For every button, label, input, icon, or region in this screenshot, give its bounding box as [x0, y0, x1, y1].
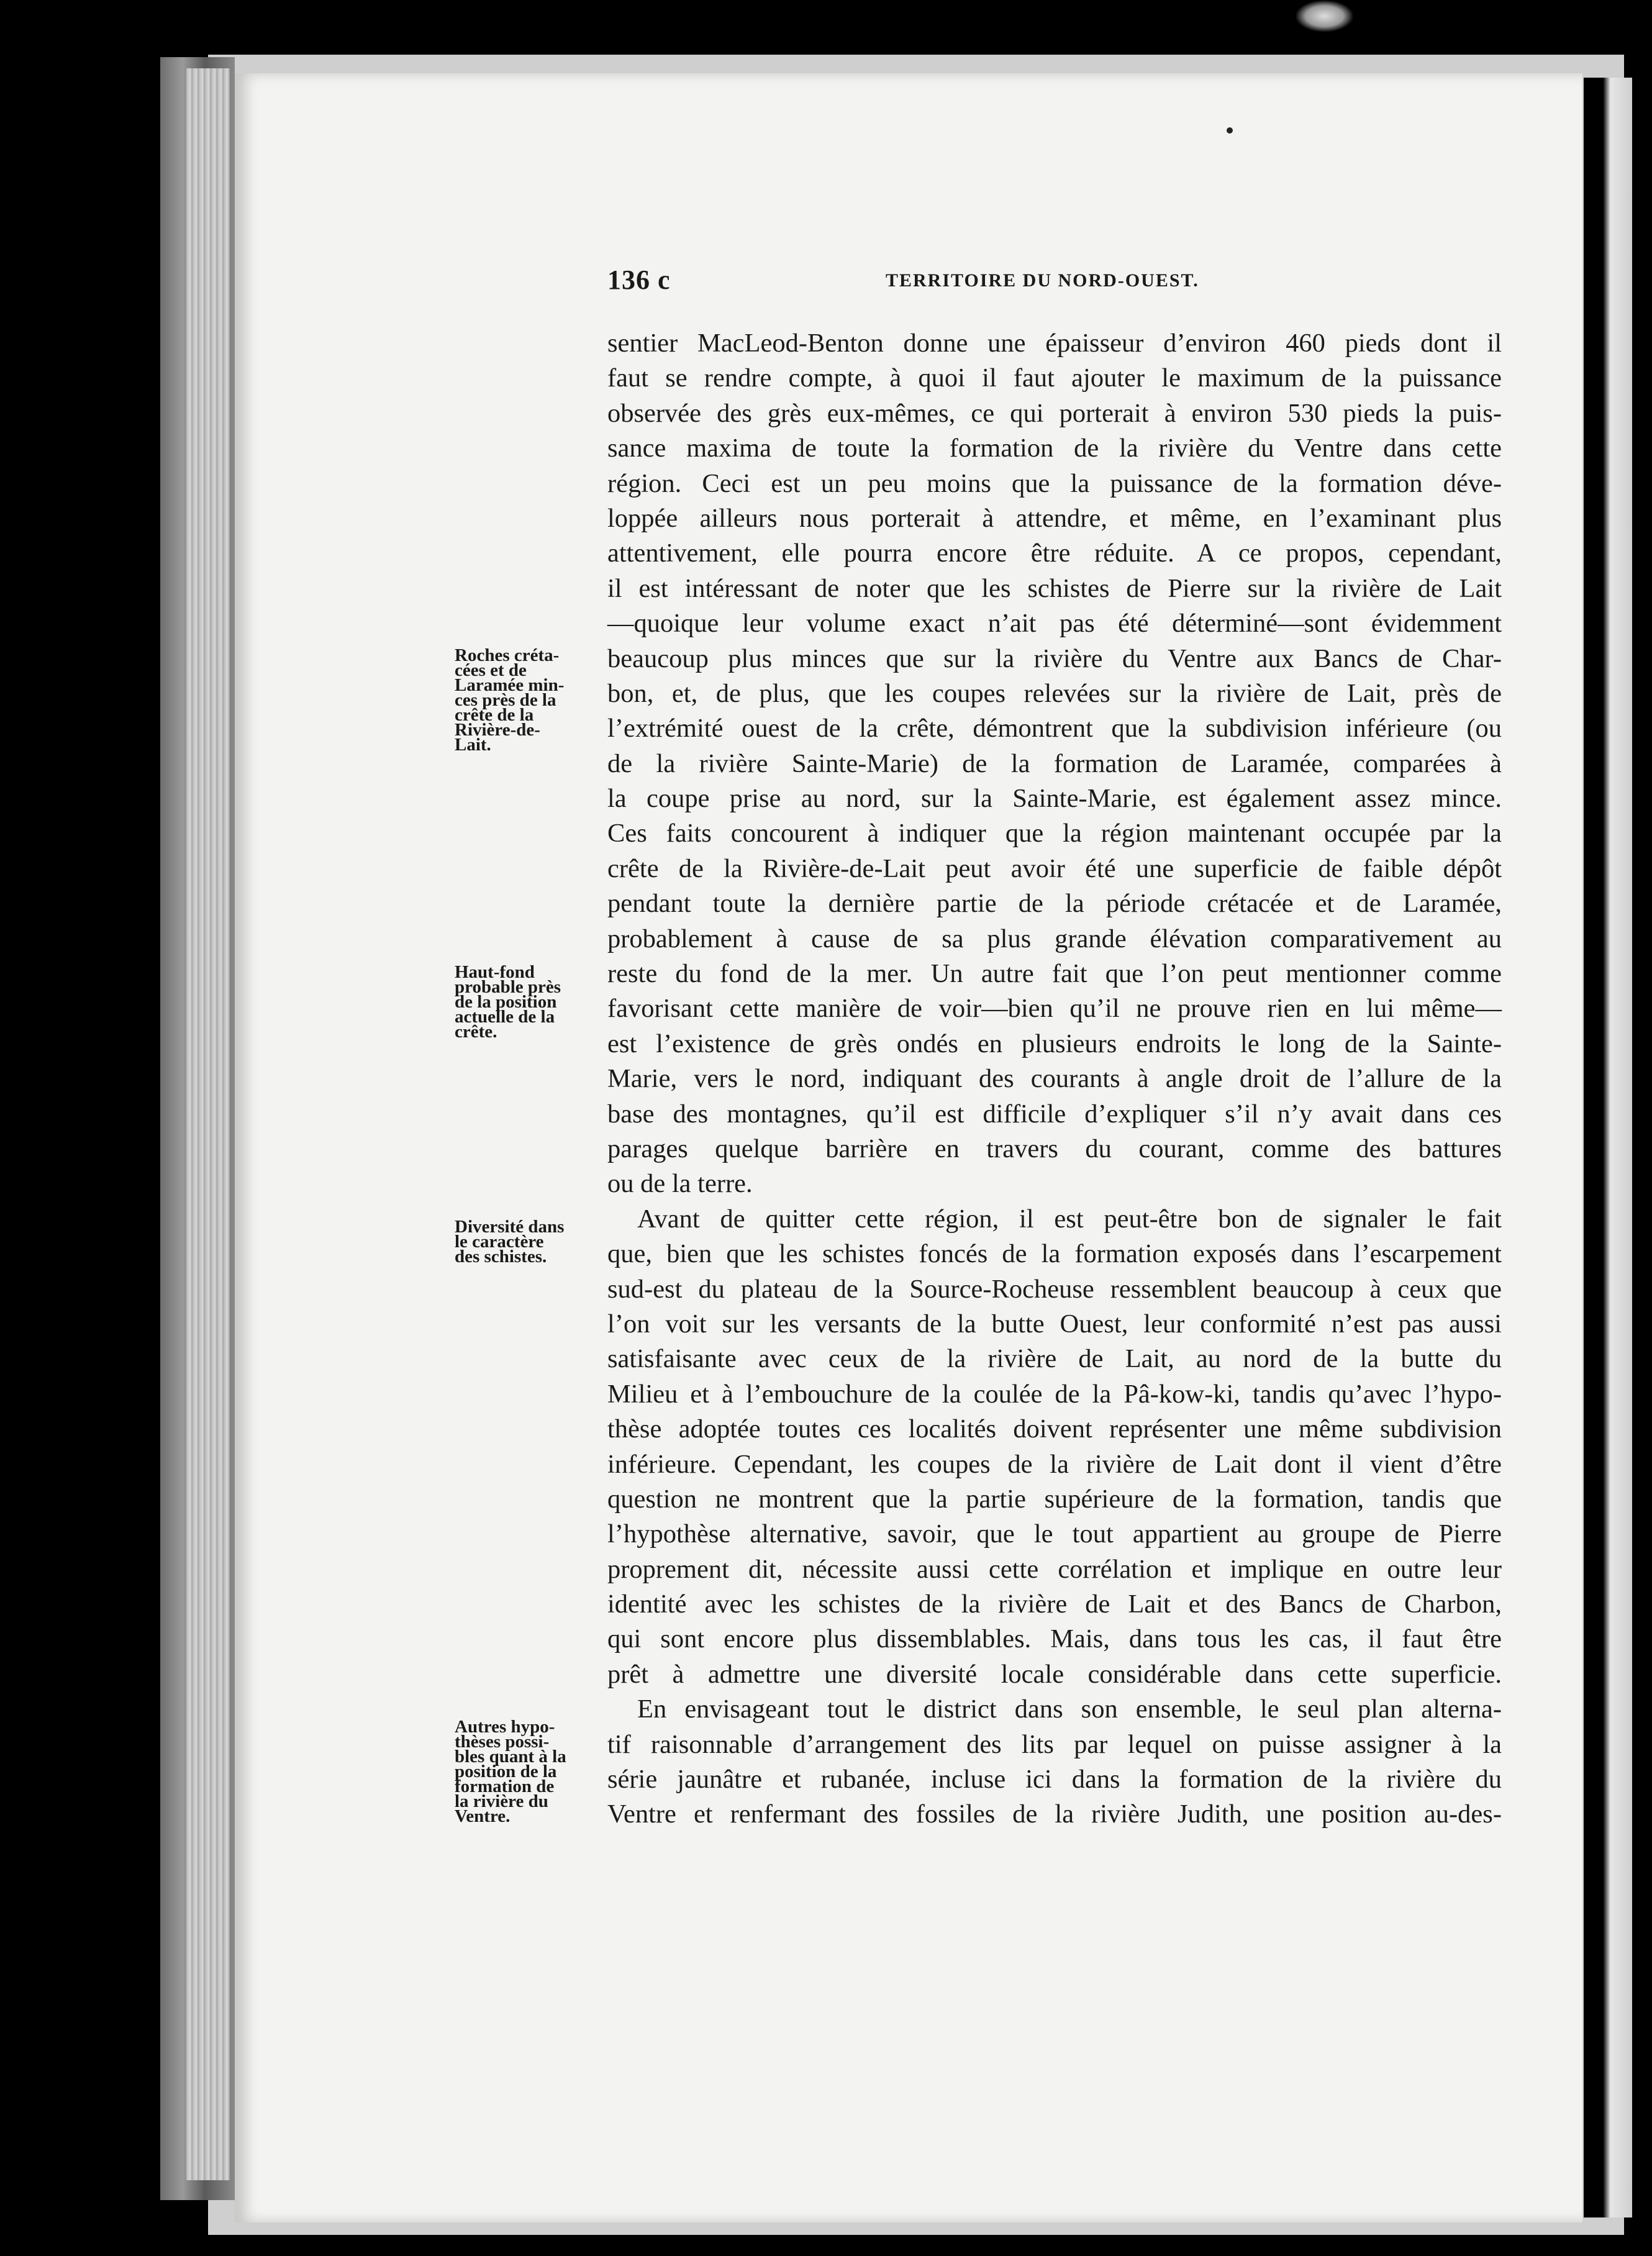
side-note-line: Autres hypo-	[455, 1717, 555, 1737]
text-line: Ventre et renfermant des fossiles de la rivière Judith, une position au-des-	[607, 1799, 1502, 1829]
side-note-line: crête de la	[455, 705, 534, 725]
text-line: attentivement, elle pourra encore être réduite. A ce propos, cependant,	[607, 539, 1502, 568]
text-line: identité avec les schistes de la rivière de Lait et des Bancs de Charbon,	[607, 1590, 1502, 1619]
body-text	[607, 326, 1502, 1832]
side-note-diversite	[455, 1217, 604, 1267]
text-line: Ces faits concourent à indiquer que la région maintenant occupée par la	[607, 819, 1502, 848]
text-line: thèse adoptée toutes ces localités doivent représenter une même subdivision	[607, 1414, 1502, 1444]
side-note-line: Laramée min-	[455, 675, 565, 695]
text-line: reste du fond de la mer. Un autre fait que l’on peut mentionner comme	[607, 959, 1502, 989]
side-note-line: le caractère	[455, 1232, 544, 1252]
text-line: l’extrémité ouest de la crête, démontrent que la subdivision inférieure (ou	[607, 714, 1502, 744]
text-line: beaucoup plus minces que sur la rivière du Ventre aux Bancs de Char-	[607, 644, 1502, 673]
running-title: TERRITOIRE DU NORD-OUEST.	[886, 270, 1199, 291]
text-line: série jaunâtre et rubanée, incluse ici dans la formation de la rivière du	[607, 1765, 1502, 1794]
side-note-line: cées et de	[455, 660, 527, 680]
side-note-line: de la position	[455, 992, 557, 1012]
text-line: favorisant cette manière de voir—bien qu’il ne prouve rien en lui même—	[607, 994, 1502, 1024]
text-line: satisfaisante avec ceux de la rivière de Lait, au nord de la butte du	[607, 1344, 1502, 1374]
text-line: que, bien que les schistes foncés de la formation exposés dans l’escarpement	[607, 1239, 1502, 1269]
text-line: Milieu et à l’embouchure de la coulée de la Pâ-kow-ki, tandis qu’avec l’hypo-	[607, 1379, 1502, 1409]
text-line: l’on voit sur les versants de la butte Ouest, leur conformité n’est pas aussi	[607, 1309, 1502, 1339]
side-note-line: Roches créta-	[455, 645, 560, 665]
text-line: il est intéressant de noter que les schistes de Pierre sur la rivière de Lait	[607, 573, 1502, 603]
side-note-line: Ventre.	[455, 1806, 511, 1826]
text-line: inférieure. Cependant, les coupes de la rivière de Lait dont il vient d’être	[607, 1449, 1502, 1479]
side-note-line: des schistes.	[455, 1247, 547, 1267]
text-line: l’hypothèse alternative, savoir, que le tout appartient au groupe de Pierre	[607, 1519, 1502, 1549]
book-page-edges	[186, 68, 230, 2180]
side-note-line: Diversité dans	[455, 1217, 565, 1237]
text-line: de la rivière Sainte-Marie) de la formation de Laramée, comparées à	[607, 748, 1502, 778]
side-note-line: bles quant à la	[455, 1747, 566, 1767]
text-line: Marie, vers le nord, indiquant des courants à angle droit de l’allure de la	[607, 1064, 1502, 1094]
text-line: sud-est du plateau de la Source-Rocheuse ressemblent beaucoup à ceux que	[607, 1274, 1502, 1304]
text-line: proprement dit, nécessite aussi cette corrélation et implique en outre leur	[607, 1554, 1502, 1584]
side-note-line: Haut-fond	[455, 962, 535, 982]
text-line: ou de la terre.	[607, 1169, 753, 1199]
side-note-haut-fond	[455, 962, 604, 1042]
text-line: loppée ailleurs nous porterait à attendre, et même, en l’examinant plus	[607, 503, 1502, 533]
side-note-line: thèses possi-	[455, 1732, 550, 1752]
text-line: observée des grès eux-mêmes, ce qui porterait à environ 530 pieds la puis-	[607, 398, 1502, 428]
text-line: base des montagnes, qu’il est difficile d’expliquer s’il n’y avait dans ces	[607, 1099, 1502, 1129]
text-line: pendant toute la dernière partie de la période crétacée et de Laramée,	[607, 889, 1502, 919]
text-line: la coupe prise au nord, sur la Sainte-Marie, est également assez mince.	[607, 784, 1502, 814]
text-line: est l’existence de grès ondés en plusieurs endroits le long de la Sainte-	[607, 1029, 1502, 1058]
page-number: 136 c	[607, 265, 671, 295]
text-line: sance maxima de toute la formation de la rivière du Ventre dans cette	[607, 434, 1502, 463]
text-line: région. Ceci est un peu moins que la puissance de la formation déve-	[607, 468, 1502, 498]
side-note-line: crête.	[455, 1022, 497, 1042]
side-note-line: ces près de la	[455, 690, 556, 710]
scan-artifact	[1295, 0, 1354, 32]
text-line: Avant de quitter cette région, il est peut-être bon de signaler le fait	[637, 1204, 1502, 1234]
side-note-line: Rivière-de-	[455, 720, 540, 740]
text-line: crête de la Rivière-de-Lait peut avoir été une superficie de faible dépôt	[607, 853, 1502, 883]
side-note-autres	[455, 1719, 604, 1824]
side-note-line: position de la	[455, 1762, 557, 1781]
text-line: En envisageant tout le district dans son ensemble, le seul plan alterna-	[637, 1694, 1502, 1724]
side-note-line: probable près	[455, 977, 561, 997]
ink-speck	[1227, 127, 1233, 134]
page-header	[607, 264, 1502, 301]
text-line: bon, et, de plus, que les coupes relevées sur la rivière de Lait, près de	[607, 678, 1502, 708]
text-line: —quoique leur volume exact n’ait pas été déterminé—sont évidemment	[607, 609, 1502, 639]
text-line: sentier MacLeod-Benton donne une épaisseur d’environ 460 pieds dont il	[607, 329, 1502, 358]
side-note-line: actuelle de la	[455, 1007, 555, 1027]
side-note-roches	[455, 645, 604, 755]
text-line: qui sont encore plus dissemblables. Mais, dans tous les cas, il faut être	[607, 1624, 1502, 1654]
right-page-edge	[1584, 78, 1632, 2217]
text-line: faut se rendre compte, à quoi il faut ajouter le maximum de la puissance	[607, 363, 1502, 393]
text-line: probablement à cause de sa plus grande élévation comparativement au	[607, 924, 1502, 953]
side-note-line: formation de	[455, 1776, 555, 1796]
text-line: question ne montrent que la partie supérieure de la formation, tandis que	[607, 1484, 1502, 1514]
text-line: prêt à admettre une diversité locale considérable dans cette superficie.	[607, 1659, 1502, 1689]
text-line: tif raisonnable d’arrangement des lits par lequel on puisse assigner à la	[607, 1729, 1502, 1759]
side-note-line: Lait.	[455, 735, 491, 755]
side-note-line: la rivière du	[455, 1791, 548, 1811]
text-line: parages quelque barrière en travers du courant, comme des battures	[607, 1134, 1502, 1163]
